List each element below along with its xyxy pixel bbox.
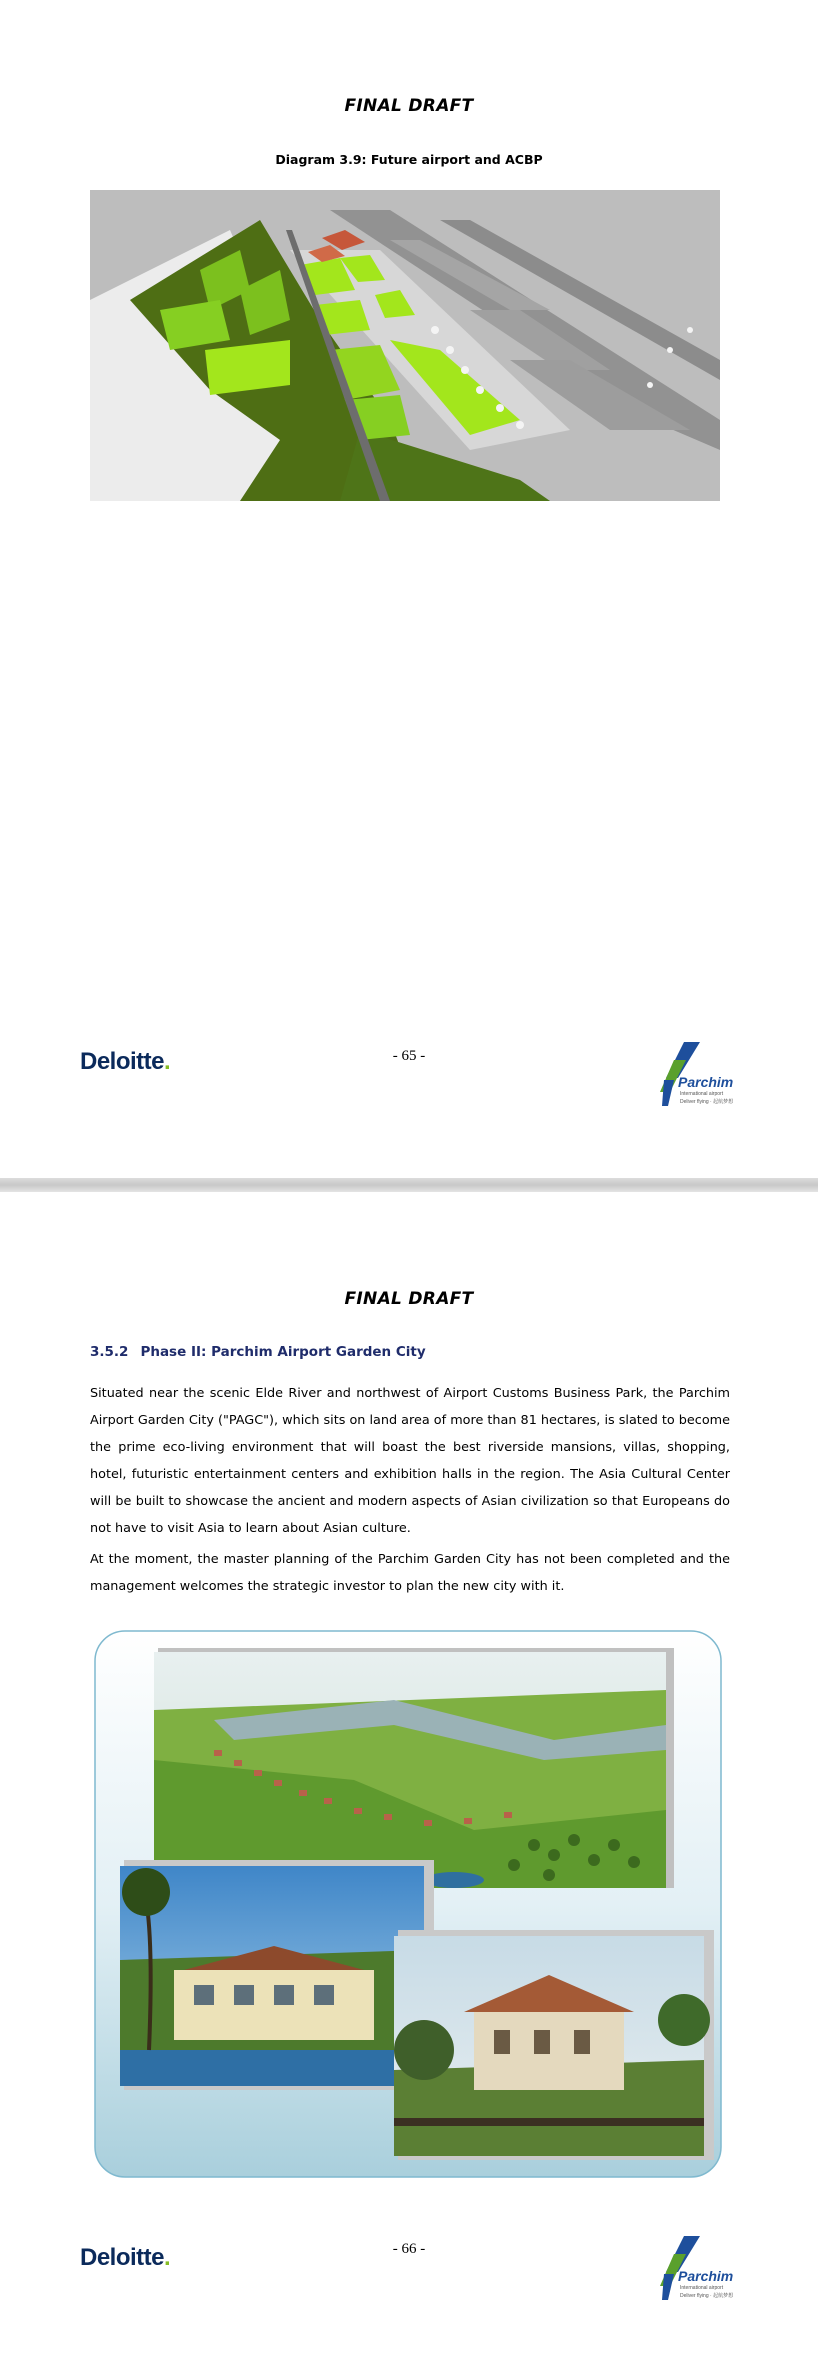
parchim-logo-tagline: Deliver flying · 起航梦想 (680, 2293, 734, 2299)
deloitte-logo: Deloitte. (80, 2244, 171, 2271)
parchim-logo-sub: International airport (680, 1091, 724, 1097)
parchim-logo-tagline: Deliver flying · 起航梦想 (680, 1099, 734, 1105)
section-title: Phase II: Parchim Airport Garden City (140, 1344, 426, 1360)
document-page-66 (0, 1192, 818, 2356)
section-heading (90, 1344, 426, 1360)
parchim-airport-logo (656, 1040, 742, 1108)
final-draft-label: FINAL DRAFT (344, 1289, 474, 1309)
body-paragraph-1: Situated near the scenic Elde River and northwest of Airport Customs Business Park, the Parchim Airport Garden City ("PAGC"), which sits on land area of more than 81 hectares, is slated to become the prime eco-living environment that will boast the best riverside mansions, villas, shopping, hotel, futuristic entertainment centers and exhibition halls in the region. The Asia Cultural Center will be built to showcase the ancient and modern aspects of Asian civilization so that Europeans do not have to visit Asia to learn about Asian culture. (90, 1386, 730, 1536)
airport-aerial-rendering (90, 190, 720, 501)
parchim-airport-logo (656, 2234, 742, 2302)
parchim-logo-sub: International airport (680, 2285, 724, 2291)
page-number: - 65 - (392, 1048, 426, 1064)
section-number: 3.5.2 (90, 1344, 129, 1360)
parchim-logo-name: Parchim (678, 2268, 734, 2284)
diagram-title: Diagram 3.9: Future airport and ACBP (275, 152, 543, 167)
final-draft-label: FINAL DRAFT (344, 96, 474, 116)
garden-city-image-collage (94, 1630, 722, 2178)
parchim-logo-name: Parchim (678, 1074, 734, 1090)
page-separator (0, 1178, 818, 1192)
page-number: - 66 - (392, 2241, 426, 2257)
deloitte-logo: Deloitte. (80, 1048, 171, 1075)
body-paragraph-2: At the moment, the master planning of the Parchim Garden City has not been completed and the management welcomes the strategic investor to plan the new city with it. (90, 1552, 730, 1594)
